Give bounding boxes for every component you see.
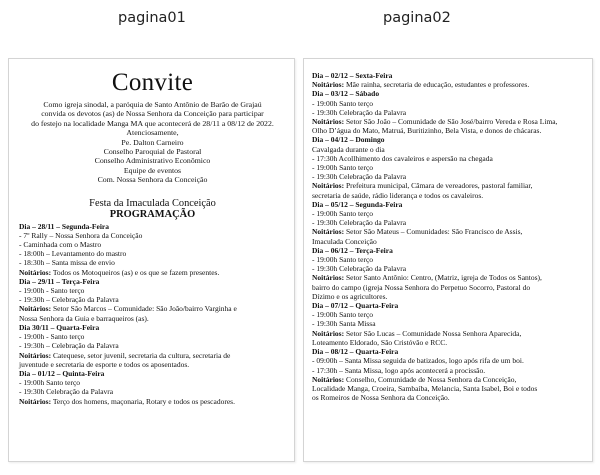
noitarios-line [19, 268, 286, 277]
intro-line: convida os devotos (as) de Nossa Senhora da Conceição para participar [41, 109, 264, 119]
noitarios-line [312, 273, 584, 282]
schedule-line: - 19:30h Celebração da Palavra [312, 172, 407, 182]
noitarios-text: Setor Santo Antônio: Centro, (Matriz, igreja de Todos os Santos), [344, 273, 542, 283]
schedule-line: - 18:00h – Levantamento do mastro [19, 249, 127, 259]
intro-line: Atenciosamente, [126, 128, 179, 138]
document-page-2 [303, 58, 593, 462]
schedule-line: - 17:30h – Santa Missa, logo após acontecerá a procissão. [312, 365, 486, 375]
noitarios-line [19, 397, 286, 406]
noitarios-text: Setor São Lucas – Comunidade Nossa Senhora Aparecida, [344, 328, 522, 338]
noitarios-line [312, 80, 584, 89]
noitarios-line [19, 351, 286, 360]
noitarios-line [312, 117, 584, 126]
schedule-line: - 09:00h – Santa Missa seguida de batizados, logo após rifa de um boi. [312, 356, 524, 366]
intro-line: Equipe de eventos [123, 165, 182, 175]
schedule-line: Localidade Manga, Croeira, Sambaíba, Melancia, Santa Isabel, Boi e todos [312, 383, 538, 393]
schedule-line: juventude e secretaria de esporte e todos os aposentados. [19, 359, 190, 369]
page-label-1: pagina01 [118, 10, 186, 26]
day-heading: Dia – 05/12 – Segunda-Feira [312, 199, 403, 209]
schedule-line: - 19:00h - Santo terço [19, 286, 85, 296]
noitarios-text: Conselho, Comunidade de Nossa Senhora da Conceição, [344, 374, 517, 384]
day-heading: Dia – 01/12 – Quinta-Feira [19, 368, 105, 378]
schedule-list-2 [312, 71, 584, 402]
intro-line: Conselho Paroquial de Pastoral [103, 147, 202, 157]
schedule-line: - 19:00h Santo terço [312, 163, 374, 173]
noitarios-label: Noitários: [19, 396, 52, 406]
schedule-line: - 19:00h Santo terço [312, 310, 374, 320]
noitarios-line [312, 227, 584, 236]
schedule-line: - 7º Rally – Nossa Senhora da Conceição [19, 230, 143, 240]
noitarios-label: Noitários: [312, 374, 345, 384]
noitarios-text: Catequese, setor juvenil, secretaria da cultura, secretaria de [51, 350, 231, 360]
day-heading: Dia – 28/11 – Segunda-Feira [19, 221, 110, 231]
noitarios-label: Noitários: [312, 181, 345, 191]
schedule-list-1 [19, 222, 286, 406]
page-label-2: pagina02 [383, 10, 451, 26]
schedule-line: - 19:00h Santo terço [312, 98, 374, 108]
schedule-line: os Romeiros de Nossa Senhora da Conceição. [312, 393, 450, 403]
noitarios-label: Noitários: [312, 328, 345, 338]
day-heading: Dia 30/11 – Quarta-Feira [19, 322, 100, 332]
schedule-line: Loteamento Eldorado, São Cristóvão e RCC. [312, 337, 448, 347]
noitarios-text: Prefeitura municipal, Câmara de vereadores, pastoral familiar, [344, 181, 533, 191]
schedule-line: - 19:30h Celebração da Palavra [19, 387, 114, 397]
schedule-line: - 19:30h Celebração da Palavra [312, 107, 407, 117]
noitarios-line [312, 329, 584, 338]
schedule-line: - 19:00h - Santo terço [19, 332, 85, 342]
noitarios-text: Setor São João – Comunidade de São José/bairro Vereda e Rosa Lima, [344, 117, 558, 127]
schedule-line: Olho D’água do Mato, Matruá, Buritizinho, Bela Vista, e donos de chácaras. [312, 126, 542, 136]
day-heading: Dia – 06/12 – Terça-Feira [312, 245, 393, 255]
schedule-line: Imaculada Conceição [312, 236, 377, 246]
noitarios-text: Setor São Marcos – Comunidade: São João/bairro Varginha e [51, 304, 237, 314]
document-page-1 [8, 58, 295, 462]
schedule-line: - 18:30h – Santa missa de envio [19, 258, 115, 268]
day-heading: Dia – 07/12 – Quarta-Feira [312, 301, 399, 311]
noitarios-text: Setor São Mateus – Comunidades: São Francisco de Assis, [344, 227, 523, 237]
schedule-line: - 19:00h Santo terço [312, 255, 374, 265]
intro-line: Com. Nossa Senhora da Conceição [97, 175, 208, 185]
invite-intro [19, 100, 286, 185]
schedule-line: Nossa Senhora da Guia e barraqueiros (as). [19, 313, 149, 323]
intro-line: do festejo na localidade Manga MA que acontecerá de 28/11 a 08/12 de 2022. [31, 118, 274, 128]
schedule-line: secretaria de saúde, rádio liderança e todos os cavaleiros. [312, 190, 484, 200]
noitarios-label: Noitários: [19, 304, 52, 314]
intro-line: Conselho Administrativo Econômico [94, 156, 211, 166]
noitarios-label: Noitários: [312, 227, 345, 237]
schedule-line: - 19:30h Celebração da Palavra [312, 264, 407, 274]
schedule-line: - 19:00h Santo terço [19, 378, 81, 388]
noitarios-label: Noitários: [19, 267, 52, 277]
day-heading: Dia – 08/12 – Quarta-Feira [312, 347, 399, 357]
noitarios-line [312, 181, 584, 190]
noitarios-text: Todos os Motoqueiros (as) e os que se fazem presentes. [51, 267, 220, 277]
schedule-line: Dízimo e os agricultores. [312, 291, 388, 301]
noitarios-label: Noitários: [312, 117, 345, 127]
noitarios-text: Terço dos homens, maçonaria, Rotary e todos os pescadores. [51, 396, 235, 406]
schedule-line: - 17:30h Acollhimento dos cavaleiros e aspersão na chegada [312, 153, 493, 163]
schedule-line: - 19:30h Santa Missa [312, 319, 376, 329]
day-heading: Dia – 04/12 – Domingo [312, 135, 385, 145]
programacao-heading: PROGRAMAÇÃO [109, 208, 196, 220]
schedule-line: - 19:30h – Celebração da Palavra [19, 341, 119, 351]
noitarios-line [312, 375, 584, 384]
schedule-line: - 19:30h – Celebração da Palavra [19, 295, 119, 305]
noitarios-label: Noitários: [19, 350, 52, 360]
schedule-line: - 19:30h Celebração da Palavra [312, 218, 407, 228]
day-heading: Dia – 29/11 – Terça-Feira [19, 276, 100, 286]
schedule-line: - Caminhada com o Mastro [19, 240, 102, 250]
schedule-line: bairro do campo (igreja Nossa Senhora do Perpetuo Socorro, Pastoral do [312, 282, 531, 292]
schedule-line: Cavalgada durante o dia [312, 144, 385, 154]
invite-title: Convite [111, 69, 194, 96]
festa-heading: Festa da Imaculada Conceição [89, 197, 216, 209]
intro-line: Pe. Dalton Carneiro [121, 137, 184, 147]
noitarios-label: Noitários: [312, 273, 345, 283]
noitarios-label: Noitários: [312, 80, 345, 90]
schedule-line: - 19:00h Santo terço [312, 209, 374, 219]
day-heading: Dia – 03/12 – Sábado [312, 89, 380, 99]
noitarios-line [19, 304, 286, 313]
day-heading: Dia – 02/12 – Sexta-Feira [312, 71, 393, 80]
noitarios-text: Mãe rainha, secretaria de educação, estudantes e professores. [344, 80, 530, 90]
intro-line: Como igreja sinodal, a paróquia de Santo Antônio de Barão de Grajaú [43, 100, 262, 109]
